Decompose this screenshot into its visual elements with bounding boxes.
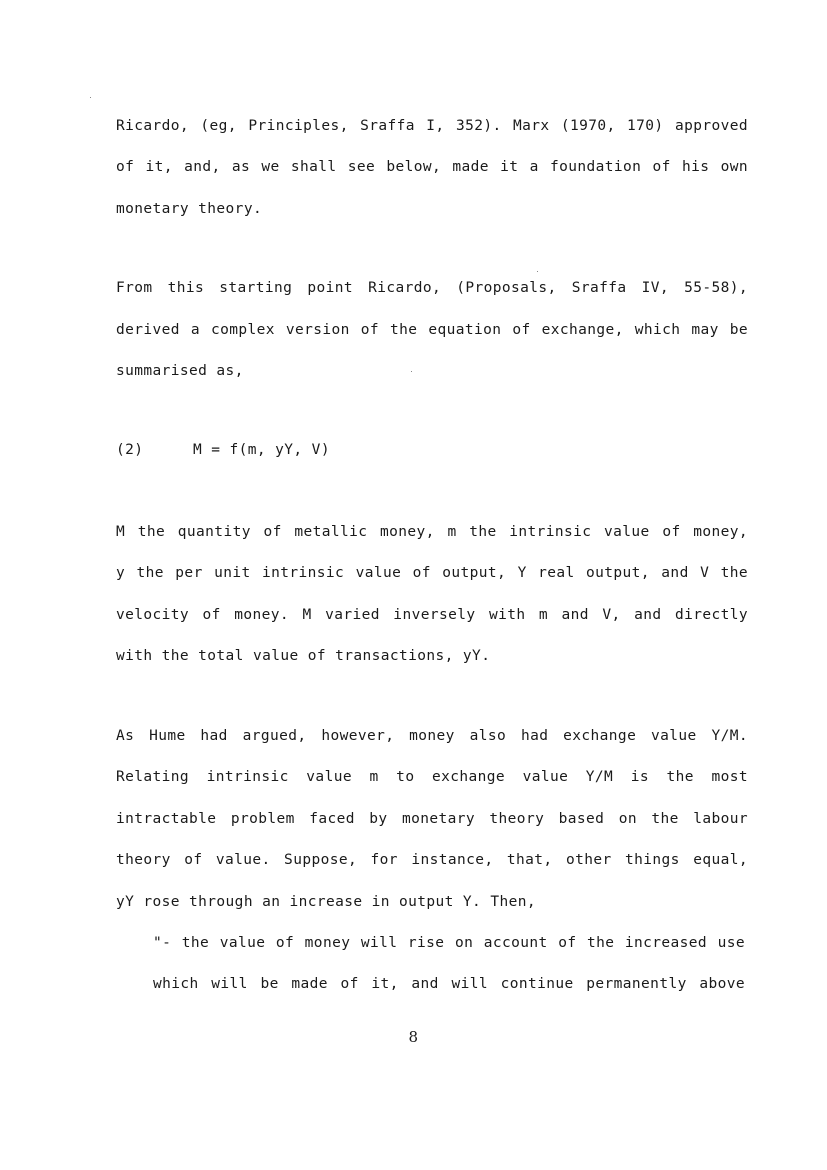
paragraph-4-line-4: theory of value. Suppose, for instance, that, other things equal, [116,852,748,868]
block-quote-line-1: "- the value of money will rise on account of the increased use [153,935,745,951]
paragraph-1-line-2: of it, and, as we shall see below, made it a foundation of his own [116,159,748,175]
equation-number: (2) [116,442,144,458]
paragraph-4-line-3: intractable problem faced by monetary theory based on the labour [116,811,748,827]
block-quote-line-2: which will be made of it, and will continue permanently above [153,976,745,992]
paragraph-2-line-3: summarised as, [116,363,244,379]
equation-body: M = f(m, yY, V) [193,442,330,458]
paragraph-3-line-1: M the quantity of metallic money, m the intrinsic value of money, [116,524,748,540]
scan-speck [537,271,538,272]
paragraph-3-line-3: velocity of money. M varied inversely with m and V, and directly [116,607,748,623]
paragraph-2-line-2: derived a complex version of the equation of exchange, which may be [116,322,748,338]
scan-speck [90,97,91,98]
paragraph-1-line-1: Ricardo, (eg, Principles, Sraffa I, 352). Marx (1970, 170) approved [116,118,748,134]
paragraph-2-line-1: From this starting point Ricardo, (Proposals, Sraffa IV, 55-58), [116,280,748,296]
paragraph-4-line-1: As Hume had argued, however, money also had exchange value Y/M. [116,728,748,744]
paragraph-1-line-3: monetary theory. [116,201,263,217]
paragraph-3-line-4: with the total value of transactions, yY. [116,648,491,664]
page-number: 8 [408,1028,419,1046]
paragraph-3-line-2: y the per unit intrinsic value of output, Y real output, and V the [116,565,748,581]
paragraph-4-line-5: yY rose through an increase in output Y. Then, [116,894,536,910]
paragraph-4-line-2: Relating intrinsic value m to exchange value Y/M is the most [116,769,748,785]
